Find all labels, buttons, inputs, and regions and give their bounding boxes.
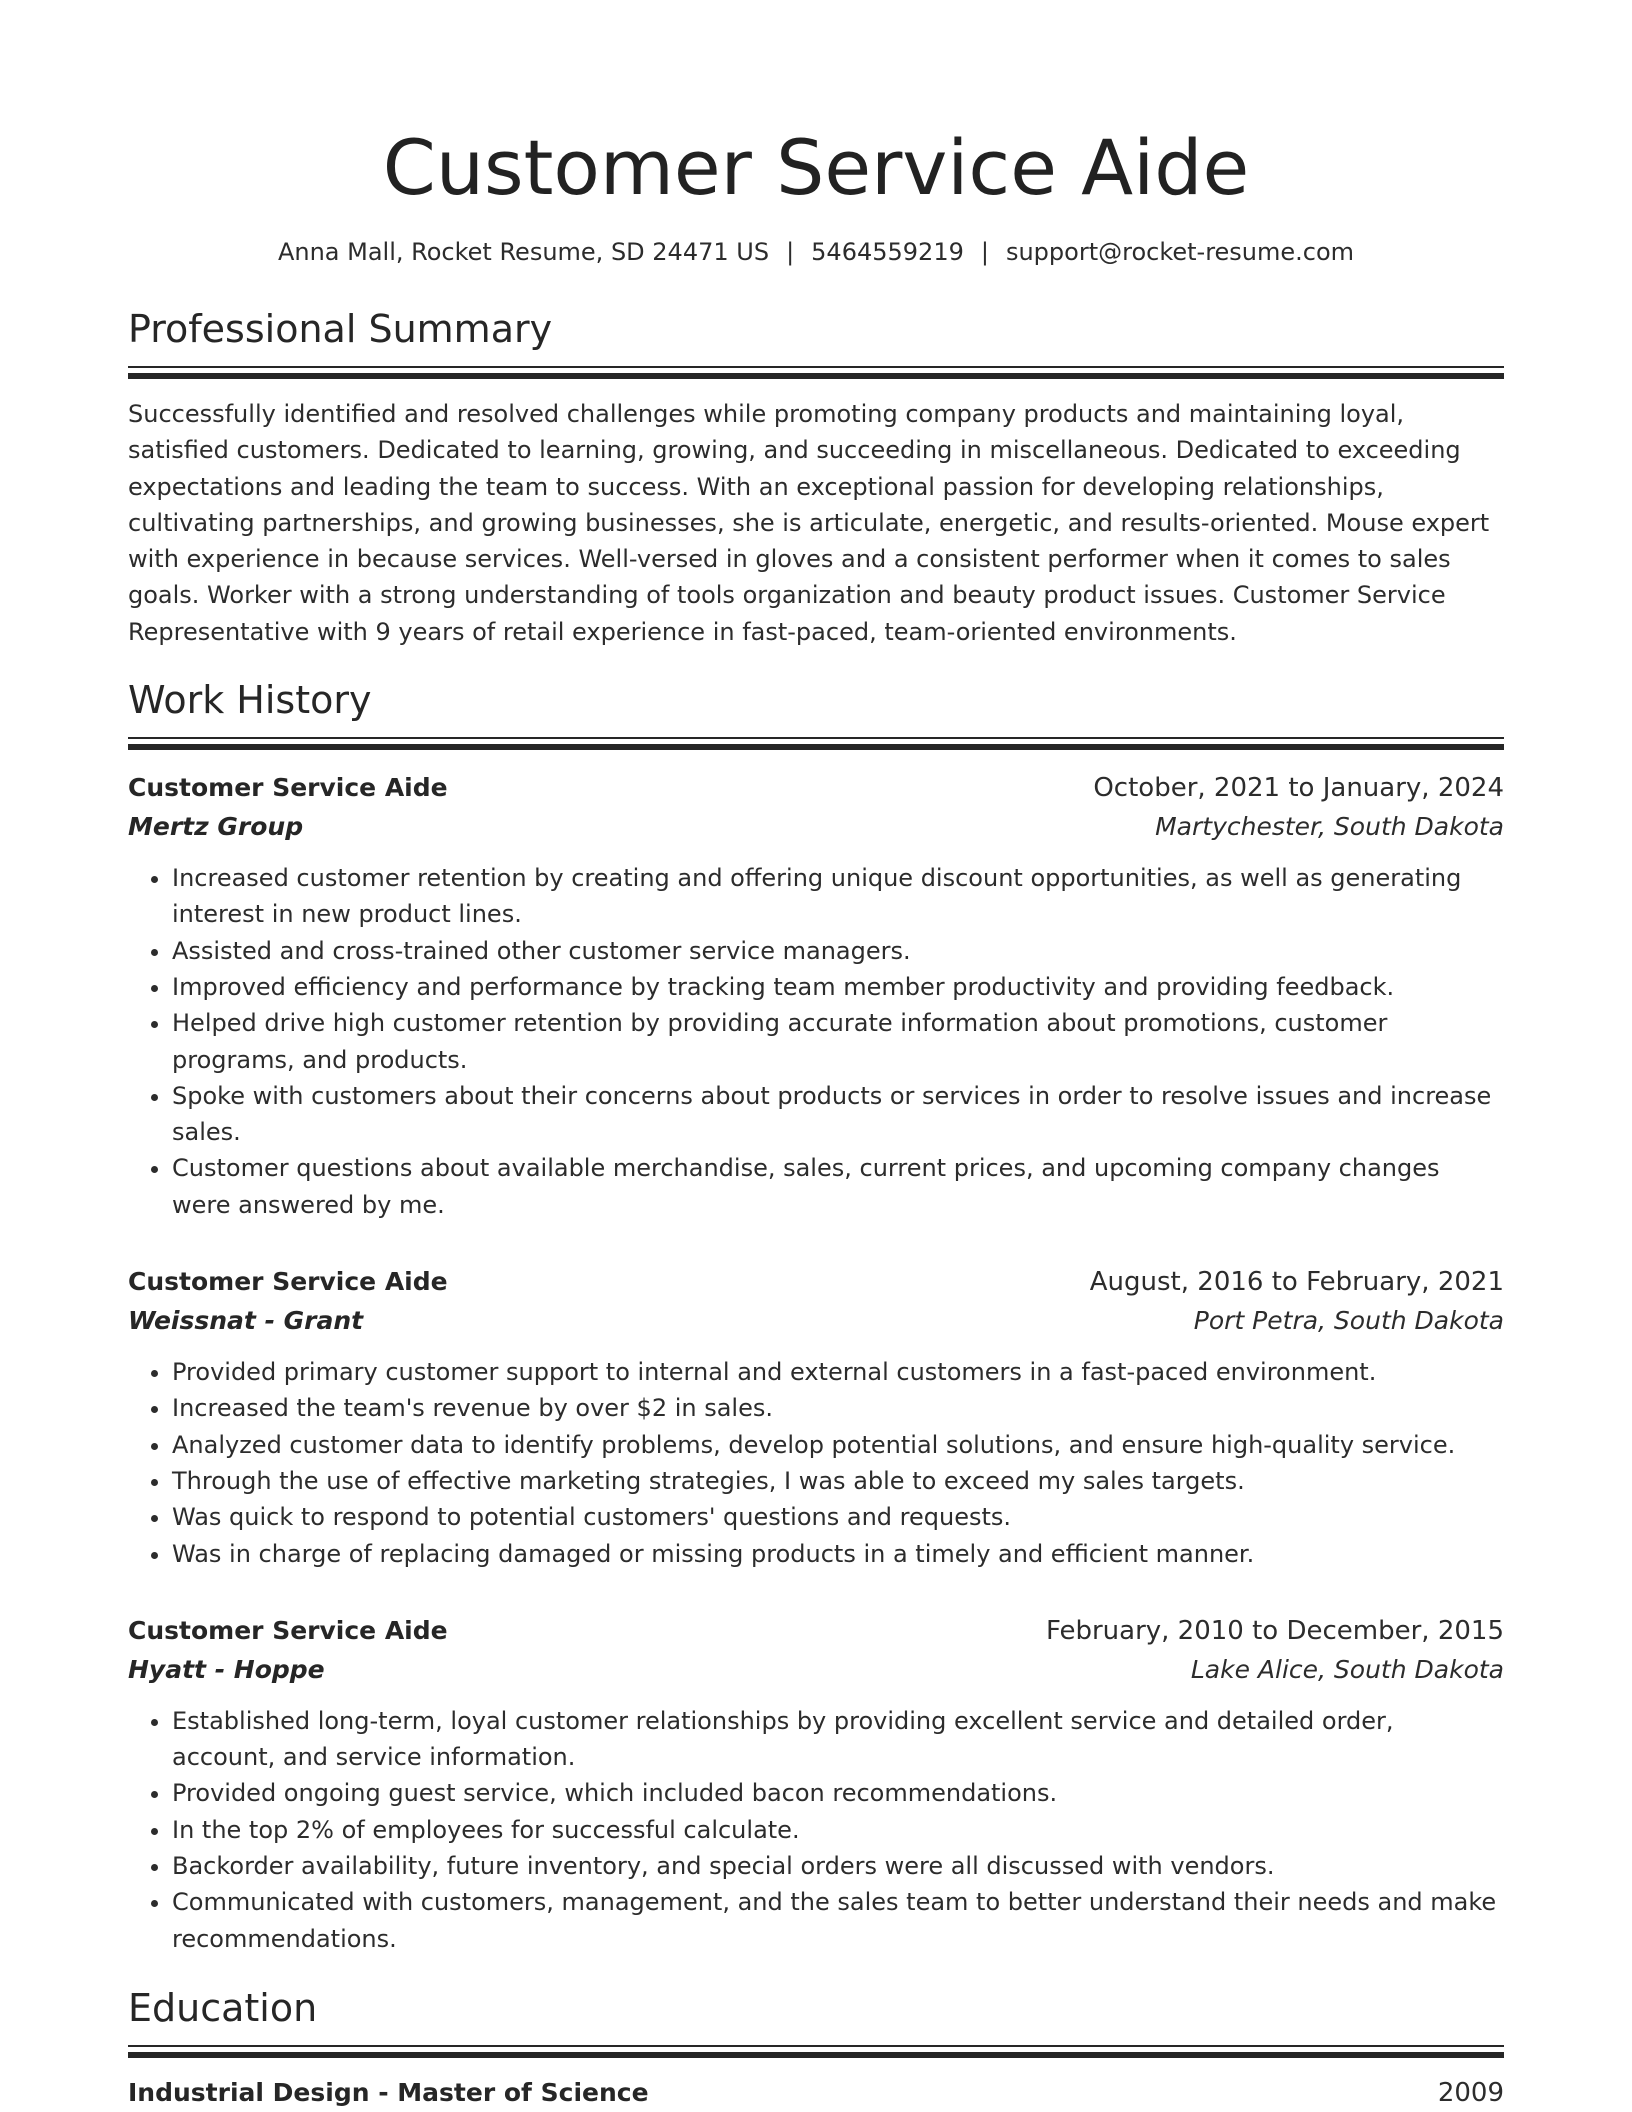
job-company-row <box>128 807 1504 847</box>
job-header-row <box>128 1612 1504 1650</box>
job-bullet: • Assisted and cross-trained other customer service managers. <box>172 933 1504 969</box>
job-entry <box>128 769 1504 1223</box>
job-location: Lake Alice, South Dakota <box>1190 1654 1504 1684</box>
job-bullet: • Analyzed customer data to identify problems, develop potential solutions, and ensure high-quality service. <box>172 1427 1504 1463</box>
job-title: Customer Service Aide <box>128 1615 448 1645</box>
job-company: Weissnat - Grant <box>128 1306 364 1336</box>
job-title: Customer Service Aide <box>128 1267 448 1297</box>
job-bullet: • Customer questions about available merchandise, sales, current prices, and upcoming company changes were answered by me. <box>172 1150 1504 1223</box>
job-bullet: • Established long-term, loyal customer relationships by providing excellent service and detailed order, account, and service information. <box>172 1703 1504 1776</box>
section-divider <box>128 366 1504 379</box>
job-bullet: • Helped drive high customer retention by providing accurate information about promotions, customer programs, and products. <box>172 1005 1504 1078</box>
job-bullet: • Spoke with customers about their concerns about products or services in order to resolve issues and increase sales. <box>172 1078 1504 1151</box>
job-dates: August, 2016 to February, 2021 <box>1089 1267 1504 1298</box>
education-heading: Education <box>128 1985 318 2030</box>
summary-section <box>128 304 1504 650</box>
education-degree: Industrial Design - Master of Science <box>128 2077 649 2107</box>
summary-text: Successfully identified and resolved challenges while promoting company products and maintaining loyal, satisfied customers. Dedicated to learning, growing, and succeeding in miscellaneous. Dedicated to exceeding expectations and leading the team to success. With an exceptional passion for developing relationships, cultivating partnerships, and growing businesses, she is articulate, energetic, and results-oriented. Mouse expert with experience in because services. Well-versed in gloves and a consistent performer when it comes to sales goals. Worker with a strong understanding of tools organization and beauty product issues. Customer Service Representative with 9 years of retail experience in fast-paced, team-oriented environments. <box>128 400 1490 646</box>
job-header-row <box>128 1263 1504 1301</box>
job-entry <box>128 1263 1504 1572</box>
contact-separator: | <box>980 238 989 266</box>
job-title: Customer Service Aide <box>128 773 448 803</box>
summary-heading: Professional Summary <box>128 307 553 351</box>
section-divider <box>128 2045 1504 2058</box>
job-bullet: • Increased the team's revenue by over $2 in sales. <box>172 1390 1504 1426</box>
job-location: Martychester, South Dakota <box>1155 812 1504 842</box>
job-bullets <box>128 1354 1504 1572</box>
job-company-row <box>128 1650 1504 1690</box>
job-bullet: • Was in charge of replacing damaged or missing products in a timely and efficient manner. <box>172 1536 1504 1572</box>
job-company: Hyatt - Hoppe <box>128 1654 325 1684</box>
resume-page <box>128 0 1504 2112</box>
job-company-row <box>128 1301 1504 1341</box>
contact-phone: 5464559219 <box>811 238 964 266</box>
work-history-section <box>128 675 1504 1957</box>
job-bullets <box>128 1703 1504 1957</box>
resume-name: Customer Service Aide <box>382 123 1250 212</box>
education-section <box>128 1983 1504 2112</box>
job-location: Port Petra, South Dakota <box>1193 1306 1504 1336</box>
job-dates: October, 2021 to January, 2024 <box>1093 773 1504 804</box>
work-history-heading: Work History <box>128 678 372 723</box>
section-divider <box>128 737 1504 750</box>
job-dates: February, 2010 to December, 2015 <box>1045 1615 1504 1646</box>
job-bullet: • Was quick to respond to potential customers' questions and requests. <box>172 1499 1504 1535</box>
job-bullet: • Increased customer retention by creating and offering unique discount opportunities, as well as generating interest in new product lines. <box>172 860 1504 933</box>
education-year: 2009 <box>1437 2077 1504 2108</box>
job-header-row <box>128 769 1504 807</box>
education-entry <box>128 2074 1504 2112</box>
job-company: Mertz Group <box>128 812 304 842</box>
contact-separator: | <box>786 238 795 266</box>
job-bullet: • Provided ongoing guest service, which included bacon recommendations. <box>172 1775 1504 1811</box>
contact-address: Anna Mall, Rocket Resume, SD 24471 US <box>277 238 770 266</box>
job-bullet: • Communicated with customers, management, and the sales team to better understand their needs and make recommendations. <box>172 1884 1504 1957</box>
job-bullet: • In the top 2% of employees for successful calculate. <box>172 1812 1504 1848</box>
contact-email: support@rocket-resume.com <box>1005 238 1355 266</box>
job-bullet: • Improved efficiency and performance by tracking team member productivity and providing feedback. <box>172 969 1504 1005</box>
job-bullet: • Provided primary customer support to internal and external customers in a fast-paced environment. <box>172 1354 1504 1390</box>
job-bullet: • Backorder availability, future inventory, and special orders were all discussed with vendors. <box>172 1848 1504 1884</box>
job-bullets <box>128 860 1504 1223</box>
job-entry <box>128 1612 1504 1957</box>
job-bullet: • Through the use of effective marketing strategies, I was able to exceed my sales targets. <box>172 1463 1504 1499</box>
contact-line <box>128 235 1504 269</box>
